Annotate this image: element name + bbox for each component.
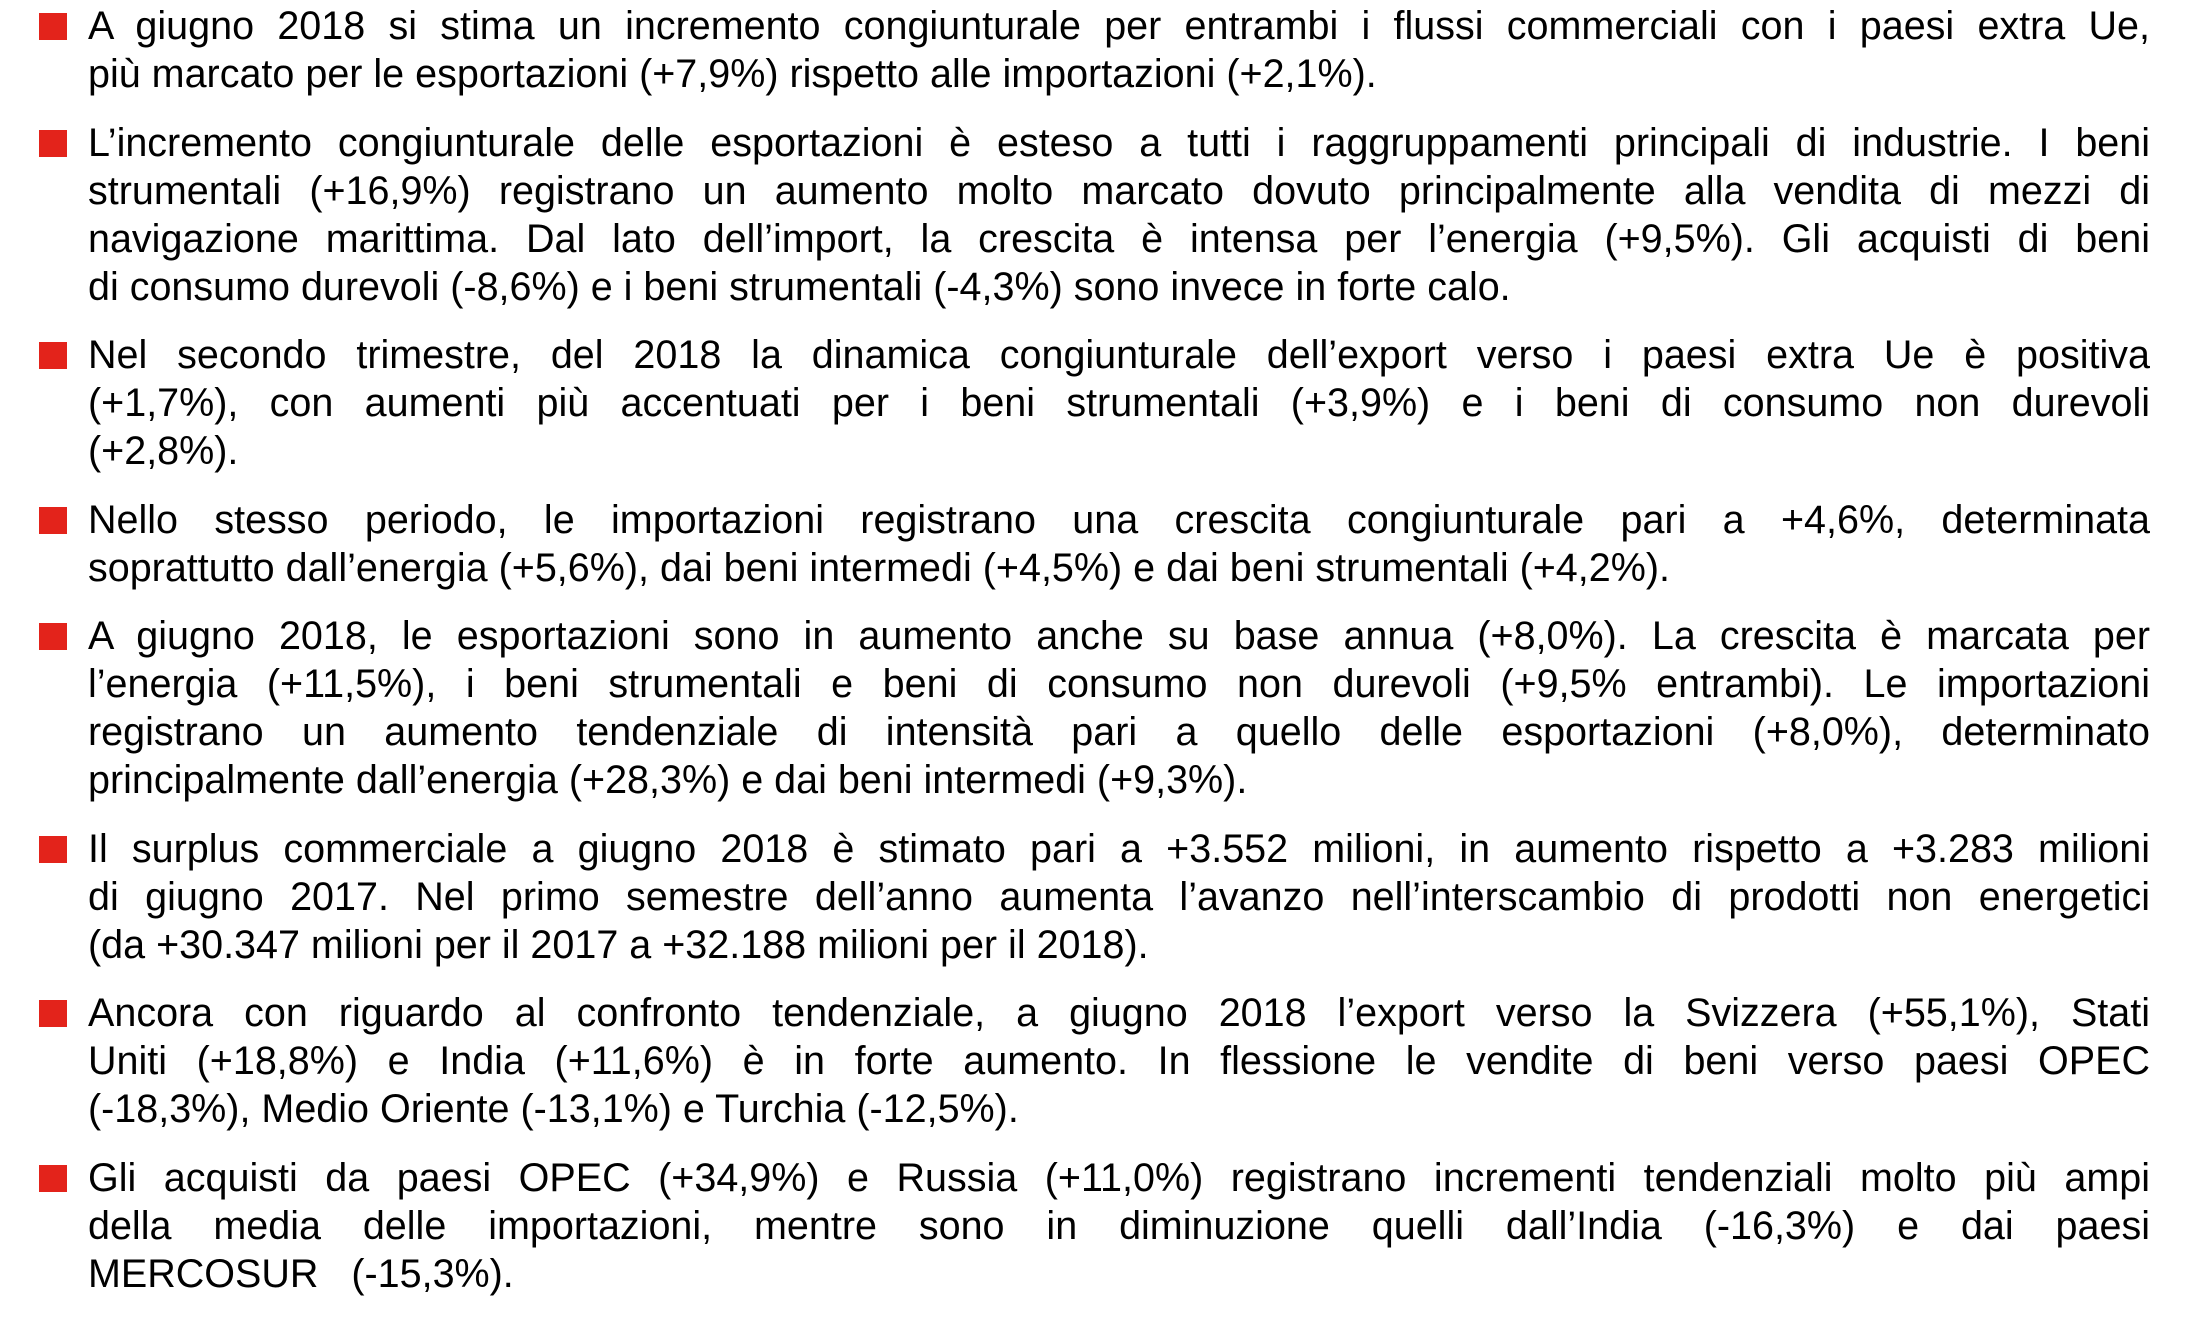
paragraph-text — [88, 119, 2150, 311]
bullet-paragraph-6 — [0, 825, 2194, 969]
paragraph-text — [88, 612, 2150, 804]
text-line: Ancora con riguardo al confronto tendenziale, a giugno 2018 l’export verso la Svizzera (+55,1%), Stati — [88, 991, 2150, 1035]
bullet-paragraph-1 — [0, 2, 2194, 98]
paragraph-text — [88, 1154, 2150, 1298]
text-line: L’incremento congiunturale delle esportazioni è esteso a tutti i raggruppamenti principali di industrie. I beni — [88, 120, 2150, 165]
text-line: Il surplus commerciale a giugno 2018 è stimato pari a +3.552 milioni, in aumento rispetto a +3.283 milioni — [88, 826, 2150, 871]
text-line: soprattutto dall’energia (+5,6%), dai beni intermedi (+4,5%) e dai beni strumentali (+4,2%). — [88, 545, 1670, 590]
text-line: navigazione marittima. Dal lato dell’import, la crescita è intensa per l’energia (+9,5%). Gli acquisti di beni — [88, 216, 2150, 261]
text-line: A giugno 2018 si stima un incremento congiunturale per entrambi i flussi commerciali con i paesi extra Ue, — [88, 4, 2150, 48]
text-line: principalmente dall’energia (+28,3%) e dai beni intermedi (+9,3%). — [88, 758, 1248, 802]
text-line: Uniti (+18,8%) e India (+11,6%) è in forte aumento. In flessione le vendite di beni verso paesi OPEC — [88, 1039, 2150, 1083]
text-line: (-18,3%), Medio Oriente (-13,1%) e Turchia (-12,5%). — [88, 1087, 1019, 1131]
paragraph-text — [88, 2, 2150, 98]
bullet-paragraph-5 — [0, 612, 2194, 804]
text-line: di giugno 2017. Nel primo semestre dell’anno aumenta l’avanzo nell’interscambio di prodotti non energetici — [88, 874, 2150, 919]
text-line: l’energia (+11,5%), i beni strumentali e beni di consumo non durevoli (+9,5% entrambi). Le importazioni — [88, 662, 2150, 706]
text-line: Nel secondo trimestre, del 2018 la dinamica congiunturale dell’export verso i paesi extra Ue è positiva — [88, 333, 2150, 377]
text-line: MERCOSUR (-15,3%). — [88, 1251, 514, 1296]
text-line: Nello stesso periodo, le importazioni registrano una crescita congiunturale pari a +4,6%, determinata — [88, 497, 2150, 542]
paragraph-text — [88, 331, 2150, 475]
text-line: (+2,8%). — [88, 429, 239, 473]
text-line: A giugno 2018, le esportazioni sono in aumento anche su base annua (+8,0%). La crescita è marcata per — [88, 614, 2150, 658]
red-square-bullet-icon — [39, 13, 67, 40]
bullet-paragraph-8 — [0, 1154, 2194, 1298]
text-line: di consumo durevoli (-8,6%) e i beni strumentali (-4,3%) sono invece in forte calo. — [88, 264, 1511, 309]
text-line: (da +30.347 milioni per il 2017 a +32.188 milioni per il 2018). — [88, 922, 1149, 967]
red-square-bullet-icon — [39, 623, 67, 650]
red-square-bullet-icon — [39, 836, 67, 863]
text-line: strumentali (+16,9%) registrano un aumento molto marcato dovuto principalmente alla vendita di mezzi di — [88, 168, 2150, 213]
text-line: Gli acquisti da paesi OPEC (+34,9%) e Russia (+11,0%) registrano incrementi tendenziali molto più ampi — [88, 1155, 2150, 1200]
text-line: più marcato per le esportazioni (+7,9%) rispetto alle importazioni (+2,1%). — [88, 52, 1377, 96]
paragraph-text — [88, 496, 2150, 592]
bullet-paragraph-7 — [0, 989, 2194, 1133]
text-line: della media delle importazioni, mentre sono in diminuzione quelli dall’India (-16,3%) e dai paesi — [88, 1203, 2150, 1248]
bullet-paragraph-2 — [0, 119, 2194, 311]
text-line: (+1,7%), con aumenti più accentuati per i beni strumentali (+3,9%) e i beni di consumo non durevoli — [88, 381, 2150, 425]
bullet-paragraph-4 — [0, 496, 2194, 592]
paragraph-text — [88, 825, 2150, 969]
document-body — [0, 2, 2194, 1318]
red-square-bullet-icon — [39, 1000, 67, 1027]
red-square-bullet-icon — [39, 1165, 67, 1192]
red-square-bullet-icon — [39, 507, 67, 534]
text-line: registrano un aumento tendenziale di intensità pari a quello delle esportazioni (+8,0%), determinato — [88, 710, 2150, 754]
red-square-bullet-icon — [39, 342, 67, 369]
paragraph-text — [88, 989, 2150, 1133]
red-square-bullet-icon — [39, 130, 67, 157]
bullet-paragraph-3 — [0, 331, 2194, 475]
